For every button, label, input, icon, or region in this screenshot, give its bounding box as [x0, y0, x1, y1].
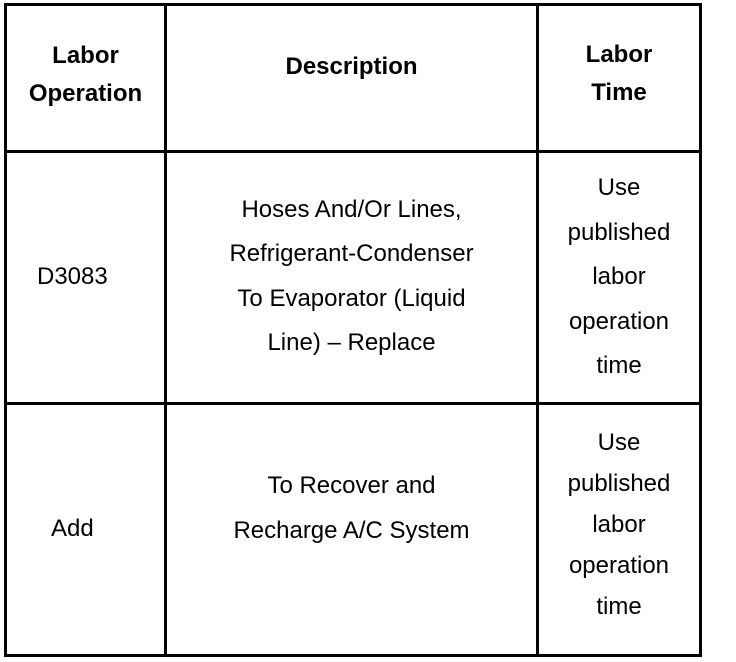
table-cell-description	[167, 153, 536, 402]
labor-time-text: Use published labor operation time	[567, 429, 671, 620]
header-labor-time-text: Labor Time	[585, 41, 653, 106]
table-cell-description	[167, 405, 536, 654]
labor-operation-code: Add	[51, 514, 94, 542]
table-border-right	[699, 3, 702, 657]
table-cell-labor-time	[539, 153, 699, 402]
header-description-text: Description	[285, 53, 418, 80]
header-description	[167, 6, 536, 150]
table-cell-labor-operation	[7, 405, 164, 654]
header-labor-operation-text: Labor Operation	[28, 42, 143, 107]
table-cell-labor-operation	[7, 153, 164, 402]
description-text: Hoses And/Or Lines, Refrigerant-Condenser To Evaporator (Liquid Line) – Replace	[229, 195, 474, 356]
labor-time-text: Use published labor operation time	[567, 174, 671, 380]
labor-operation-code: D3083	[37, 262, 108, 290]
table-border-bottom	[4, 654, 702, 657]
header-labor-time	[539, 6, 699, 150]
description-text: To Recover and Recharge A/C System	[233, 472, 470, 544]
header-labor-operation	[7, 6, 164, 150]
table-cell-labor-time	[539, 405, 699, 654]
